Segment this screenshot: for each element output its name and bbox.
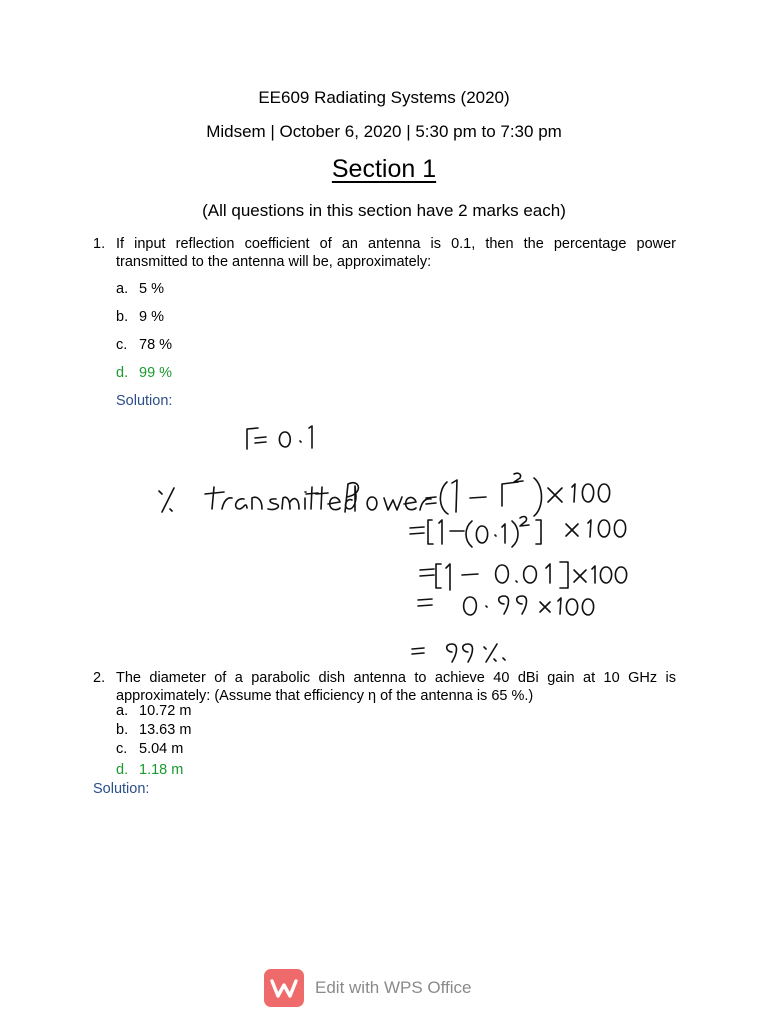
option-value: 78 %	[139, 337, 173, 353]
option-label: b.	[116, 309, 129, 325]
exam-info: Midsem | October 6, 2020 | 5:30 pm to 7:30 pm	[206, 122, 562, 141]
solution-label: Solution:	[116, 393, 173, 409]
question-number: 1.	[93, 236, 106, 252]
option-value: 1.18 m	[139, 762, 184, 778]
option-value: 13.63 m	[139, 722, 192, 738]
option-label: c.	[116, 741, 128, 757]
option-label: c.	[116, 337, 128, 353]
option-value: 99 %	[139, 365, 173, 381]
handwriting-line-2	[159, 473, 610, 516]
section-heading-text: Section 1	[331, 155, 437, 183]
question-1	[93, 235, 683, 275]
section-heading	[0, 155, 768, 184]
handwriting-line-6	[412, 644, 505, 662]
option-label: a.	[116, 703, 129, 719]
question-number: 2.	[93, 670, 106, 686]
course-title: EE609 Radiating Systems (2020)	[258, 88, 510, 107]
option-value: 10.72 m	[139, 703, 192, 719]
section-note: (All questions in this section have 2 marks each)	[202, 201, 566, 220]
handwriting-line-4	[420, 562, 627, 590]
handwriting-line-5	[418, 596, 594, 615]
option-value: 5 %	[139, 281, 164, 297]
solution-label: Solution:	[93, 781, 150, 797]
option-value: 5.04 m	[139, 741, 184, 757]
handwriting-line-1	[247, 426, 312, 449]
question-text: If input reflection coefficient of an antenna is 0.1, then the percentage power transmitted to the antenna will be, approximately:	[116, 236, 676, 270]
wps-logo-icon	[264, 969, 304, 1007]
wps-watermark-text: Edit with WPS Office	[315, 978, 472, 997]
option-value: 9 %	[139, 309, 164, 325]
option-label: d.	[116, 365, 129, 381]
question-text: The diameter of a parabolic dish antenna to achieve 40 dBi gain at 10 GHz is approximately: (Assume that efficiency η of the antenna is 65 %.)	[116, 670, 676, 704]
option-label: a.	[116, 281, 129, 297]
option-label: d.	[116, 762, 129, 778]
wps-watermark[interactable]	[264, 969, 472, 1007]
option-label: b.	[116, 722, 129, 738]
handwriting-line-3	[410, 517, 626, 547]
